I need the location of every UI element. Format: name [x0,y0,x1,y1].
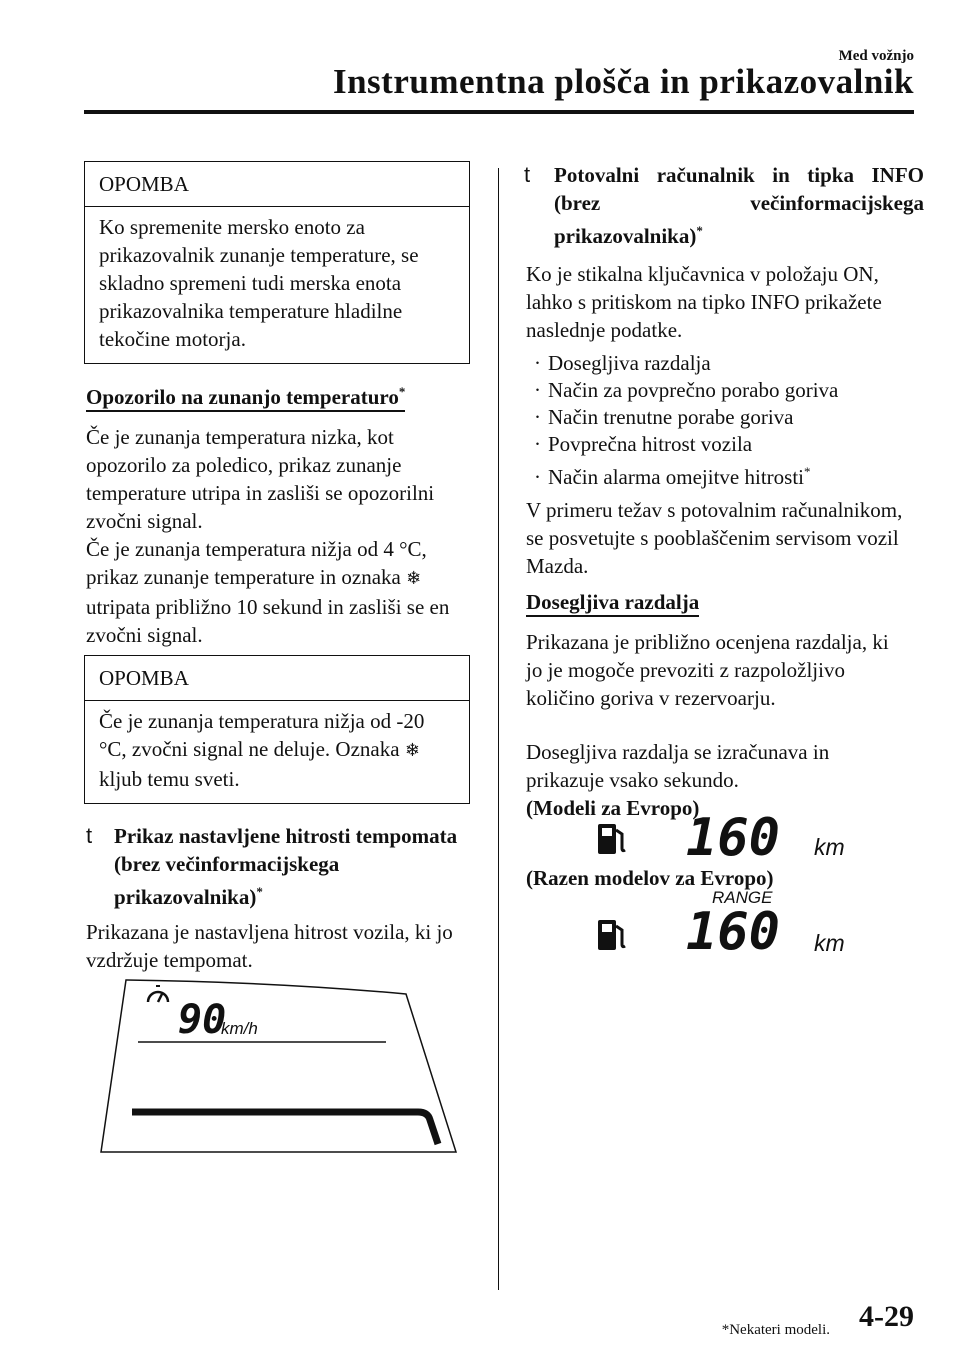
range-value-europe: 160 [686,808,780,868]
warning-subheading: Opozorilo na zunanjo temperaturo* [86,384,405,410]
trip-heading: t Potovalni računalnik in tipka INFO (brez večinformacijskega prikazovalnika)* [524,162,924,248]
non-europe-label: (Razen modelov za Evropo) [526,866,774,890]
trip-items-list [534,350,914,491]
cruise-speed-unit: km/h [221,1019,258,1038]
snowflake-icon: ❄ [406,568,422,589]
trip-paragraph: Ko je stikalna ključavnica v položaju ON, lahko s pritiskom na tipko INFO prikažete naslednje podatke. [526,262,882,342]
range-tag: RANGE [712,888,773,907]
range-value-other: 160 [686,902,780,962]
fuel-pump-icon [596,914,628,952]
header-rule [84,110,914,114]
range-paragraph-2: Dosegljiva razdalja se izračunava in prikazuje vsako sekundo. [526,740,830,792]
note-heading: OPOMBA [85,162,469,207]
cruise-heading: t Prikaz nastavljene hitrosti tempomata (brez večinformacijskega prikazovalnika)* [86,823,458,909]
list-item: · Način za povprečno porabo goriva [534,378,839,402]
europe-label: (Modeli za Evropo) [526,796,700,820]
cruise-display-illustration [96,972,466,1158]
range-unit-other: km [814,930,845,956]
page-number: 4-29 [859,1300,914,1333]
list-item: · Povprečna hitrost vozila [534,432,753,456]
range-paragraph-1: Prikazana je približno ocenjena razdalja, ki jo je mogoče prevoziti z razpoložljivo količino goriva v rezervoarju. [526,630,889,710]
section-label: Med vožnjo [838,48,914,64]
warning-paragraph: Če je zunanja temperatura nizka, kot opozorilo za poledico, prikaz zunanje temperature utripa in zasliši se opozorilni zvočni signal. Če je zunanja temperatura nižja od 4 °C, prikaz zunanje temperature in oznaka ❄ utripata približno 10 sekund in zasliši se en zvočni signal. [86,425,450,647]
list-item: · Način alarma omejitve hitrosti* [534,464,811,489]
note-box-unit [84,161,470,364]
note-text: Ko spremenite mersko enoto za prikazovalnik zunanje temperature, se skladno spremeni tudi merska enota prikazovalnika temperature hladilne tekočine motorja. [99,215,419,351]
footnote: *Nekateri modeli. [721,1322,830,1338]
trip-service-paragraph: V primeru težav s potovalnim računalnikom, se posvetujte s pooblaščenim servisom vozil Mazda. [526,498,903,578]
speedometer-icon [148,986,168,1002]
range-subheading: Dosegljiva razdalja [526,590,699,615]
cruise-speed-value: 90 [178,997,227,1043]
note-heading: OPOMBA [85,656,469,701]
list-item: · Dosegljiva razdalja [534,351,711,375]
fuel-pump-icon [596,818,628,856]
range-unit-europe: km [814,834,845,860]
cruise-paragraph: Prikazana je nastavljena hitrost vozila, ki jo vzdržuje tempomat. [86,920,453,972]
list-item: · Način trenutne porabe goriva [534,405,794,429]
snowflake-icon: ❄ [404,740,420,761]
column-divider [498,168,499,1290]
note-box-temp [84,655,470,804]
note-text: Če je zunanja temperatura nižja od -20 °C, zvočni signal ne deluje. Oznaka ❄ kljub temu sveti. [99,709,425,791]
page-title: Instrumentna plošča in prikazovalnik [332,62,914,101]
